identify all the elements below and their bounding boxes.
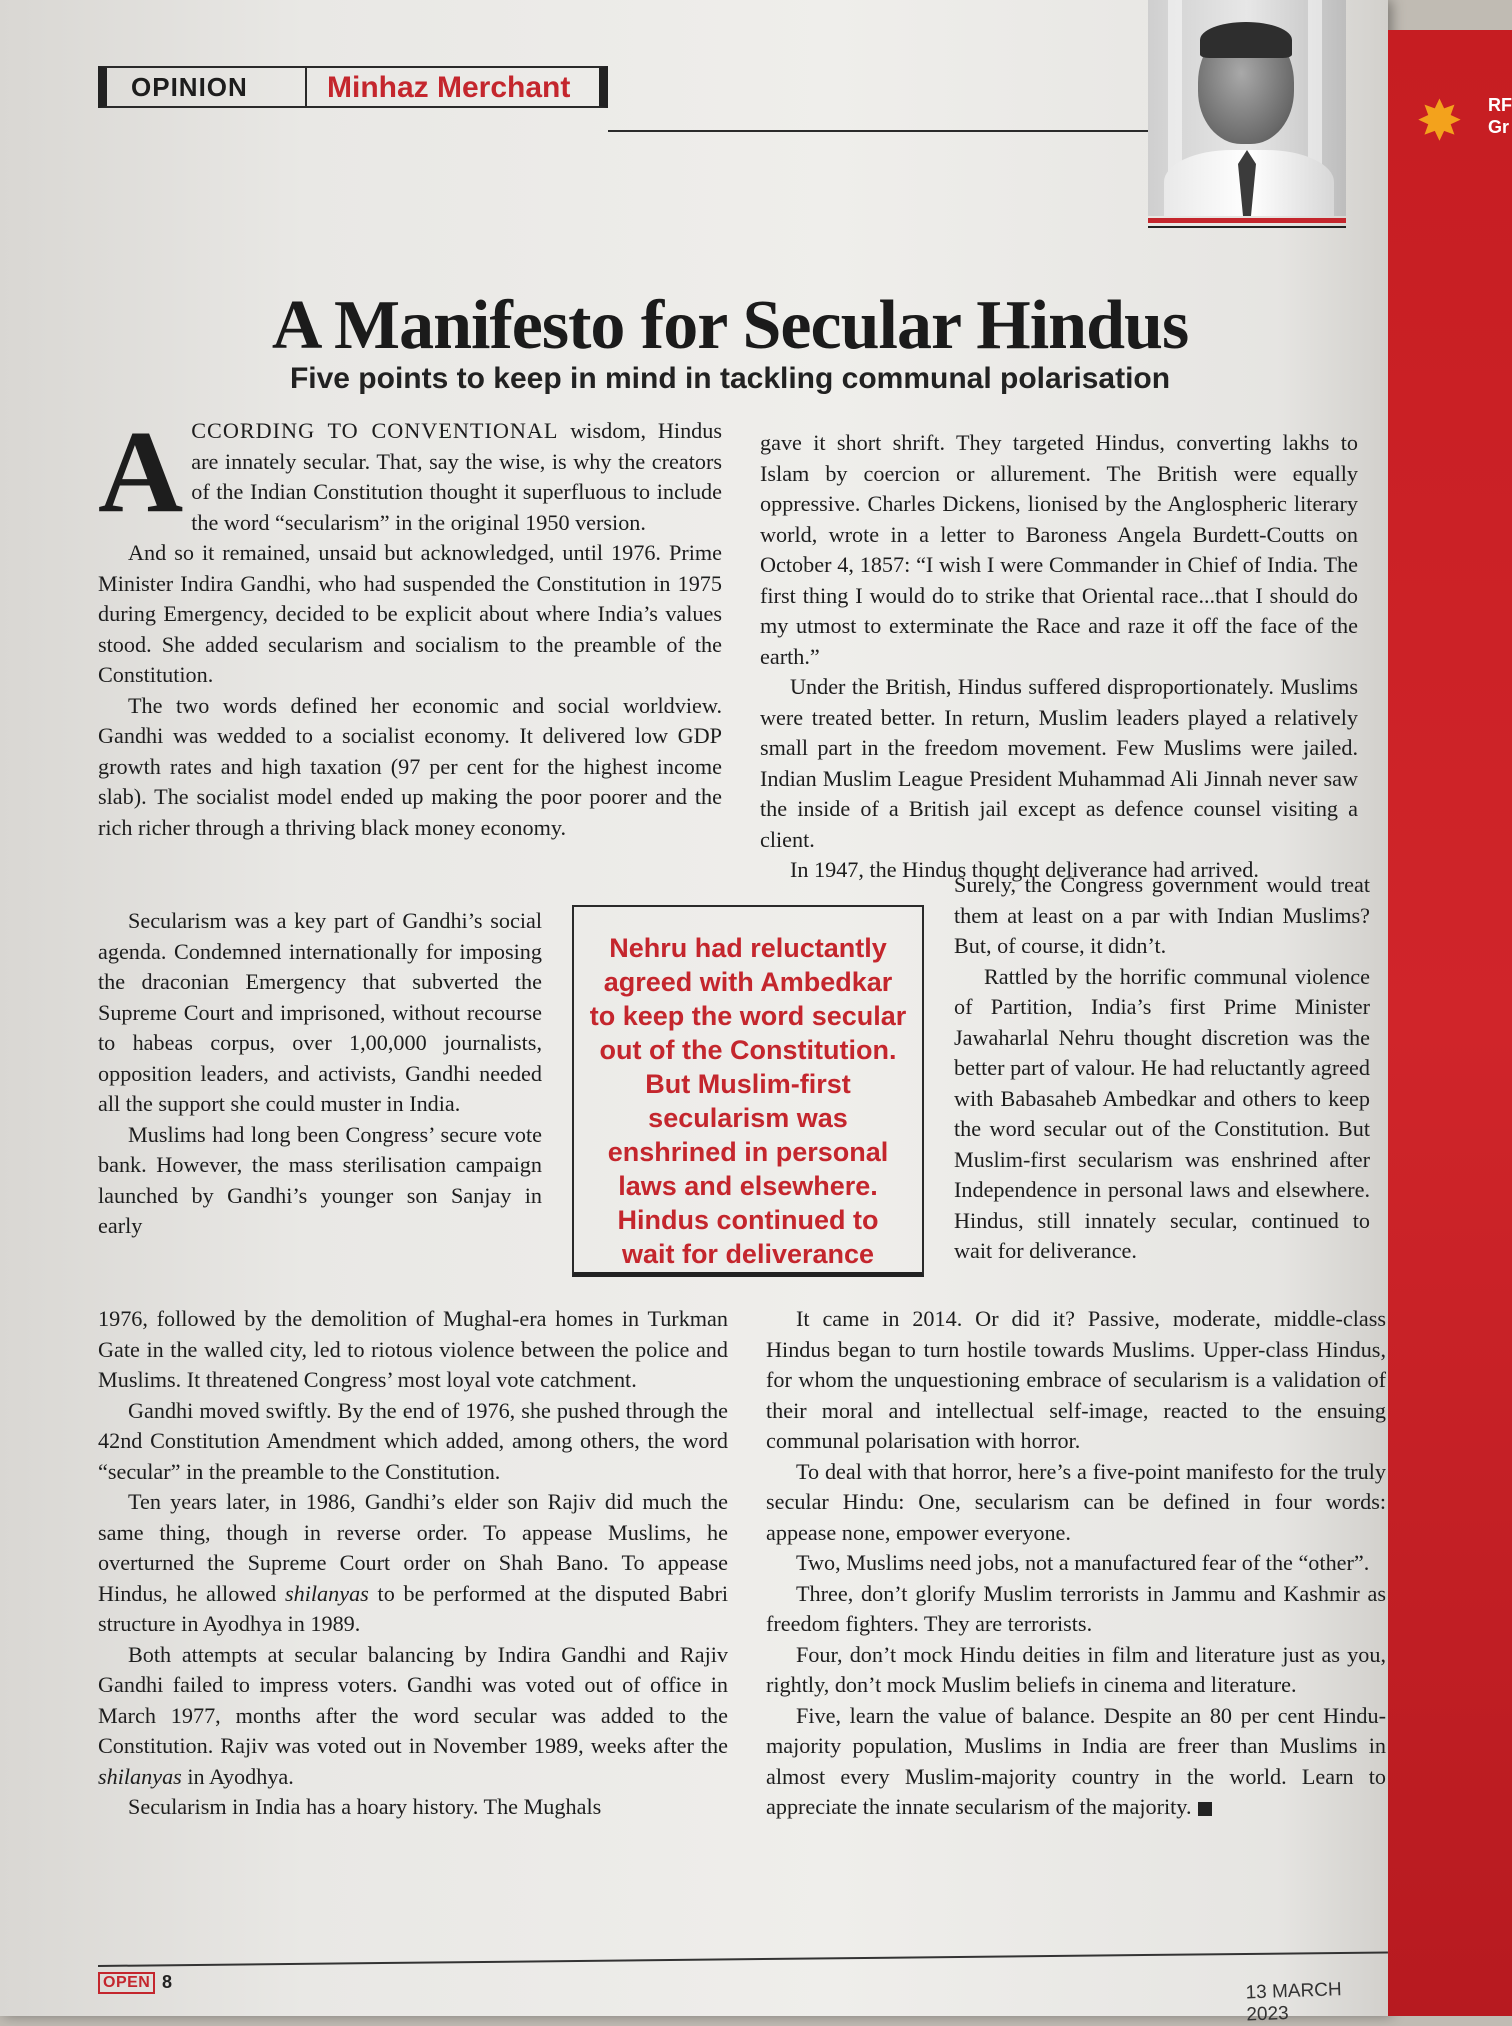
pull-quote-text: Nehru had reluctantly agreed with Ambedkar to keep the word secular out of the Constitution. But Muslim-first secularism was enshrined in personal laws and elsewhere. Hindus continued to wait for deliverance <box>589 933 907 1269</box>
paragraph: The two words defined her economic and social worldview. Gandhi was wedded to a socialist economy. It delivered low GDP growth rates and high taxation (97 per cent for the highest income slab). The socialist model ended up making the poor poorer and the rich richer through a thriving black money economy. <box>98 692 722 840</box>
paragraph: It came in 2014. Or did it? Passive, moderate, middle-class Hindus began to turn hostile towards Muslims. Upper-class Hindus, for whom the unquestioning embrace of secularism is a validation of their moral and intellectual self-image, reacted to the ensuing communal polarisation with horror. <box>766 1306 1386 1453</box>
paragraph: 1976, followed by the demolition of Mughal-era homes in Turkman Gate in the walled city, led to riotous violence between the police and Muslims. It threatened Congress’ most loyal vote catchment. <box>98 1306 728 1392</box>
photo-hair <box>1200 22 1292 58</box>
paragraph: Secularism was a key part of Gandhi’s social agenda. Condemned internationally for imposing the draconian Emergency that subverted the Supreme Court and imprisoned, without recourse to habeas corpus, over 1,00,000 journalists, opposition leaders, and activists, Gandhi needed all the support she could muster in India. <box>98 908 542 1116</box>
article-title: A Manifesto for Secular Hindus <box>271 287 1189 364</box>
column-right-top <box>760 428 1358 886</box>
header-rule <box>608 130 1148 132</box>
paragraph-text: Both attempts at secular balancing by Indira Gandhi and Rajiv Gandhi failed to impress voters. Gandhi was voted out of office in March 1977, months after the word secular was added to the Constitution. Rajiv was voted out in November 1989, weeks after the <box>98 1641 728 1758</box>
paragraph <box>98 406 722 538</box>
paragraph: To deal with that horror, here’s a five-point manifesto for the truly secular Hindu: One, secularism can be defined in four words: appease none, empower everyone. <box>766 1458 1386 1545</box>
paragraph <box>766 1701 1386 1823</box>
paragraph: Rattled by the horrific communal violence of Partition, India’s first Prime Minister Jawaharlal Nehru thought discretion was the better part of valour. He had reluctantly agreed with Babasaheb Ambedkar and others to keep the word secular out of the Constitution. But Muslim-first secularism was enshrined after Independence in personal laws and elsewhere. Hindus, still innately secular, continued to wait for deliverance. <box>954 963 1370 1263</box>
paragraph: Four, don’t mock Hindu deities in film and literature just as you, rightly, don’t mock Muslim beliefs in cinema and literature. <box>766 1641 1386 1697</box>
paragraph-text: Ten years later, in 1986, Gandhi’s elder son Rajiv did much the same thing, though in reverse order. To appease Muslims, he overturned the Supreme Court order on Shah Bano. To appease Hindus, he allowed <box>98 1489 728 1606</box>
column-left-top <box>98 406 722 843</box>
magazine-logo: OPEN <box>98 1972 155 1994</box>
paragraph: gave it short shrift. They targeted Hindus, converting lakhs to Islam by coercion or allurement. The British were equally oppressive. Charles Dickens, lionised by the Anglospheric literary world, wrote in a letter to Baroness Angela Burdett-Coutts on October 4, 1857: “I wish I were Commander in Chief of India. The first thing I would do to strike that Oriental race...that I should do my utmost to exterminate the Race and raze it off the face of the earth.” <box>760 430 1358 669</box>
page-number: 8 <box>162 1972 173 1992</box>
paragraph: Secularism in India has a hoary history. The Mughals <box>128 1794 602 1819</box>
header-box <box>98 66 608 108</box>
paragraph: In 1947, the Hindus thought deliverance had arrived. <box>790 857 1259 882</box>
paragraph-text: to be performed at the disputed Babri structure in Ayodhya in 1989. <box>98 1580 729 1636</box>
section-label: OPINION <box>131 72 248 102</box>
paragraph: Muslims had long been Congress’ secure vote bank. However, the mass sterilisation campaign launched by Gandhi’s younger son Sanjay in early <box>98 1121 542 1238</box>
paragraph <box>98 1487 728 1640</box>
photo-red-rule <box>1148 218 1346 223</box>
paragraph: Under the British, Hindus suffered disproportionately. Muslims were treated better. In return, Muslim leaders played a relatively small part in the freedom movement. Few Muslims were jailed. Indian Muslim League President Muhammad Ali Jinnah never saw the inside of a British jail except as defence counsel visiting a client. <box>760 674 1358 852</box>
footer-rule <box>98 1951 1388 1967</box>
pull-quote <box>572 905 924 1277</box>
paragraph <box>98 1640 728 1793</box>
author-photo <box>1148 0 1346 216</box>
italic-term: shilanyas <box>98 1763 182 1789</box>
adjacent-magazine-edge <box>1388 30 1512 2016</box>
paragraph: Three, don’t glorify Muslim terrorists in Jammu and Kashmir as freedom fighters. They are terrorists. <box>766 1580 1386 1636</box>
star-logo-icon: ✸ <box>1416 91 1463 153</box>
paragraph: Gandhi moved swiftly. By the end of 1976, she pushed through the 42nd Constitution Amendment which added, among others, the word “secular” in the preamble to the Constitution. <box>98 1397 728 1484</box>
article-header <box>98 62 1148 152</box>
column-left-narrow <box>98 906 542 1242</box>
end-mark-icon <box>1198 1802 1212 1816</box>
edge-text: RF Gr <box>1488 95 1512 137</box>
column-left-bottom <box>98 1304 728 1823</box>
paragraph-text: in Ayodhya. <box>181 1763 294 1789</box>
column-right-narrow <box>954 870 1370 1267</box>
paragraph-text: Five, learn the value of balance. Despite an 80 per cent Hindu-majority population, Muslims in India are freer than Muslims in almost every Muslim-majority country in the world. Learn to appreciate the innate secularism of the majority. <box>766 1702 1386 1819</box>
column-right-bottom <box>766 1304 1386 1823</box>
paragraph: And so it remained, unsaid but acknowledged, until 1976. Prime Minister Indira Gandhi, who had suspended the Constitution in 1975 during Emergency, decided to be explicit about where India’s values stood. She added secularism and socialism to the preamble of the Constitution. <box>98 540 722 687</box>
article-subtitle: Five points to keep in mind in tackling communal polarisation <box>289 362 1171 395</box>
italic-term: shilanyas <box>284 1580 369 1606</box>
photo-black-rule <box>1148 226 1346 228</box>
author-name: Minhaz Merchant <box>327 71 571 104</box>
lead-in: CCORDING TO CONVENTIONAL <box>191 418 559 443</box>
header-divider <box>305 68 307 106</box>
drop-cap: A <box>98 406 184 537</box>
paragraph: Two, Muslims need jobs, not a manufactured fear of the “other”. <box>796 1550 1370 1575</box>
issue-date: 13 MARCH 2023 <box>1245 1979 1343 2026</box>
paragraph: Surely, the Congress government would treat them at least on a par with Indian Muslims? But, of course, it didn’t. <box>954 872 1370 958</box>
paragraph-text: wisdom, Hindus are innately secular. That, say the wise, is why the creators of the Indian Constitution thought it superfluous to include the word “secularism” in the original 1950 version. <box>191 418 722 535</box>
